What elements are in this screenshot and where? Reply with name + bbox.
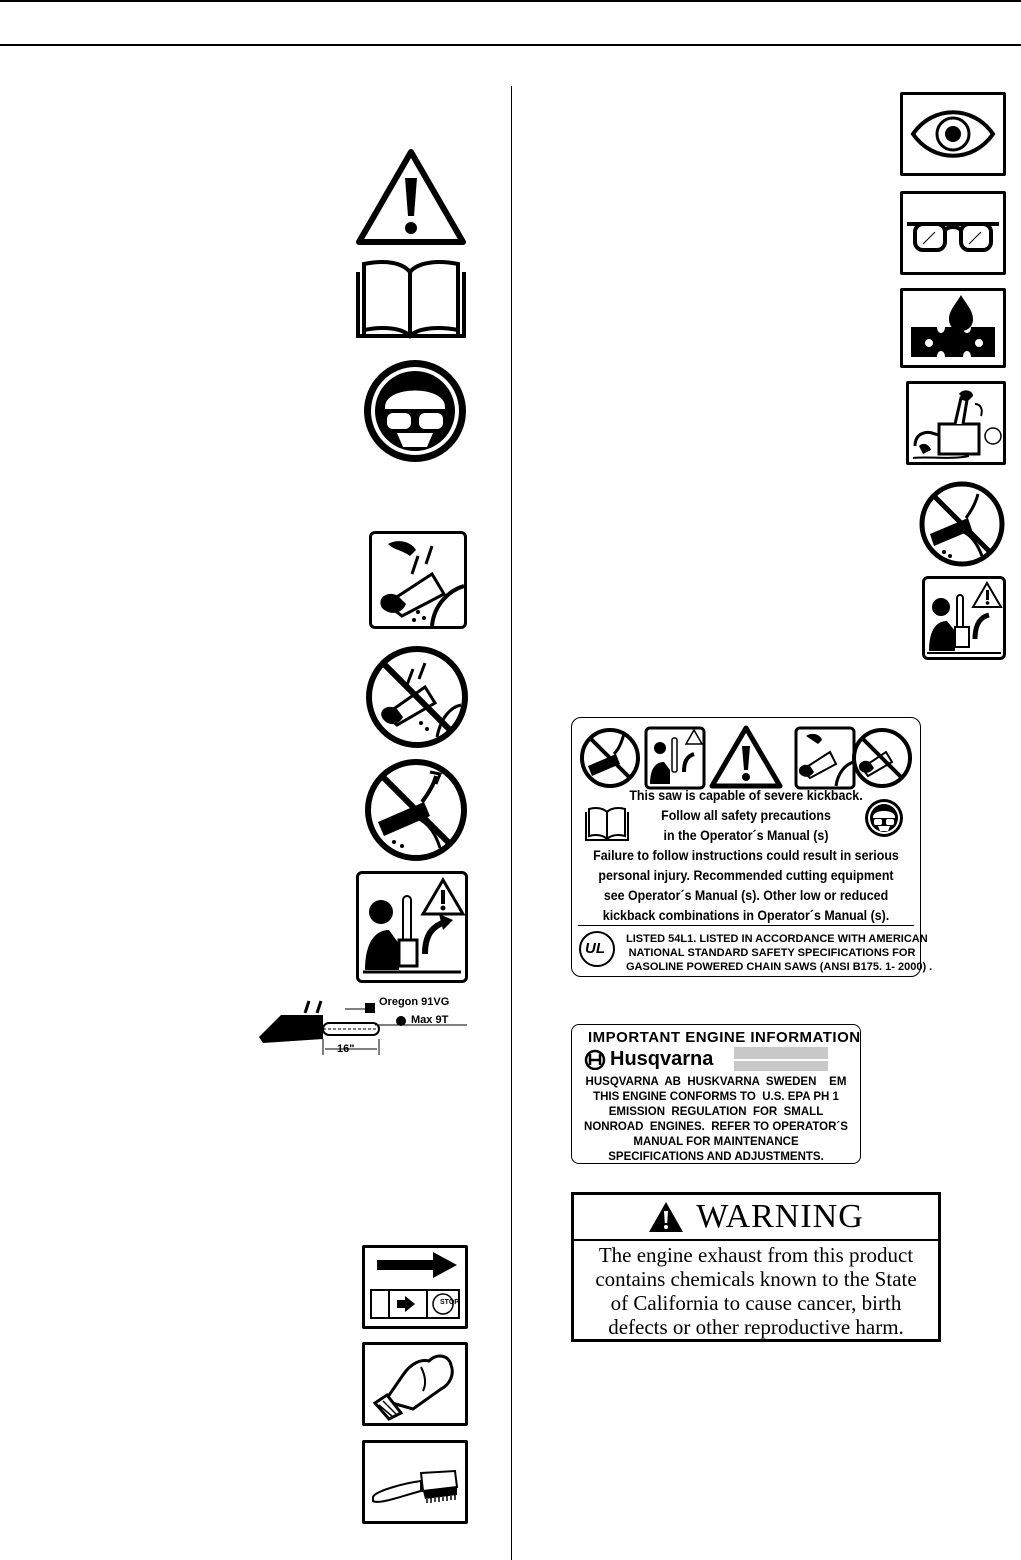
- redacted-field-1: [734, 1047, 828, 1059]
- no-tip-contact-small-icon: [918, 480, 1006, 568]
- decal-separator: [578, 925, 914, 926]
- decal-helmet-icon: [864, 798, 904, 838]
- no-one-hand-operation-icon: [365, 645, 469, 749]
- listed-text: [626, 932, 933, 974]
- warning-header: [574, 1195, 938, 1241]
- kickback-warning-small-icon: [922, 576, 1006, 660]
- safety-glasses-icon: [900, 191, 1006, 275]
- protective-equipment-helmet-icon: [361, 357, 469, 465]
- decal-kickback-icon: [646, 728, 704, 788]
- husqvarna-crown-icon: [584, 1048, 606, 1070]
- read-manual-book-icon: [354, 258, 468, 340]
- listed-line-1: LISTED 54L1. LISTED IN ACCORDANCE WITH AMERICAN: [626, 933, 928, 945]
- decal-no-tip-icon: [582, 730, 638, 786]
- chain-oil-icon: [900, 288, 1006, 368]
- engine-info-title: IMPORTANT ENGINE INFORMATION: [588, 1029, 861, 1046]
- eye-protection-icon: [900, 92, 1006, 176]
- protective-glove-icon: [362, 1342, 468, 1426]
- ul-mark-text: UL: [585, 940, 605, 957]
- engine-info-decal: [571, 1024, 861, 1164]
- stop-label: STOP: [440, 1299, 459, 1306]
- kickback-line-1: This saw is capable of severe kickback.: [629, 788, 863, 803]
- kickback-line-2: Follow all safety precautions: [661, 808, 831, 823]
- listed-line-2: NATIONAL STANDARD SAFETY SPECIFICATIONS FOR: [628, 947, 916, 959]
- header-rule: [0, 44, 1021, 46]
- kickback-warning-icon: [356, 871, 468, 983]
- warning-title: WARNING: [696, 1198, 864, 1235]
- bar-length-label: 16": [337, 1043, 355, 1055]
- warning-triangle-small-icon: [648, 1201, 684, 1233]
- chain-label: Oregon 91VG: [379, 996, 450, 1008]
- decal-warning-icon: [712, 728, 780, 786]
- kickback-line-6: see Operator´s Manual (s). Other low or reduced: [603, 888, 889, 903]
- engine-info-body: HUSQVARNA AB HUSKVARNA SWEDEN EM THIS ENGINE CONFORMS TO U.S. EPA PH 1 EMISSION REGULATION FOR SMALL NONROAD ENGINES. REFER TO OPERATOR´S MANUAL FOR MAINTENANCE SPECIFICATIONS AND ADJUSTMENTS.: [584, 1076, 848, 1163]
- chain-brake-activation-icon: [906, 381, 1006, 465]
- top-rule: [0, 0, 1021, 2]
- column-divider: [511, 86, 512, 1560]
- sprocket-label: Max 9T: [411, 1014, 449, 1026]
- decal-book-icon: [584, 806, 630, 842]
- bar-chain-spec-figure: [255, 995, 475, 1057]
- kickback-line-7: kickback combinations in Operator´s Manual (s).: [602, 908, 890, 923]
- chain-brake-direction-icon: [362, 1245, 468, 1329]
- redacted-field-2: [734, 1061, 828, 1071]
- cleaning-brush-icon: [362, 1440, 468, 1524]
- warning-triangle-icon: [355, 148, 467, 246]
- kickback-line-3: in the Operator´s Manual (s): [663, 828, 829, 843]
- no-tip-contact-icon: [364, 758, 468, 862]
- two-hand-grip-icon: [369, 531, 467, 629]
- california-warning-box: [571, 1192, 941, 1342]
- kickback-line-5: personal injury. Recommended cutting equipment: [598, 868, 894, 883]
- kickback-decal: [571, 717, 933, 977]
- listed-line-3: GASOLINE POWERED CHAIN SAWS (ANSI B175. 1- 2000) .: [626, 961, 933, 973]
- husqvarna-logo: [584, 1047, 713, 1071]
- decal-no-one-hand-icon: [854, 730, 910, 786]
- brand-name: Husqvarna: [610, 1047, 714, 1070]
- kickback-line-4: Failure to follow instructions could result in serious: [593, 848, 899, 863]
- decal-two-hand-icon: [796, 728, 854, 788]
- decal-icon-row: [580, 724, 912, 792]
- warning-body: The engine exhaust from this product contains chemicals known to the State of California to cause cancer, birth defects or other reproductive harm.: [595, 1243, 917, 1339]
